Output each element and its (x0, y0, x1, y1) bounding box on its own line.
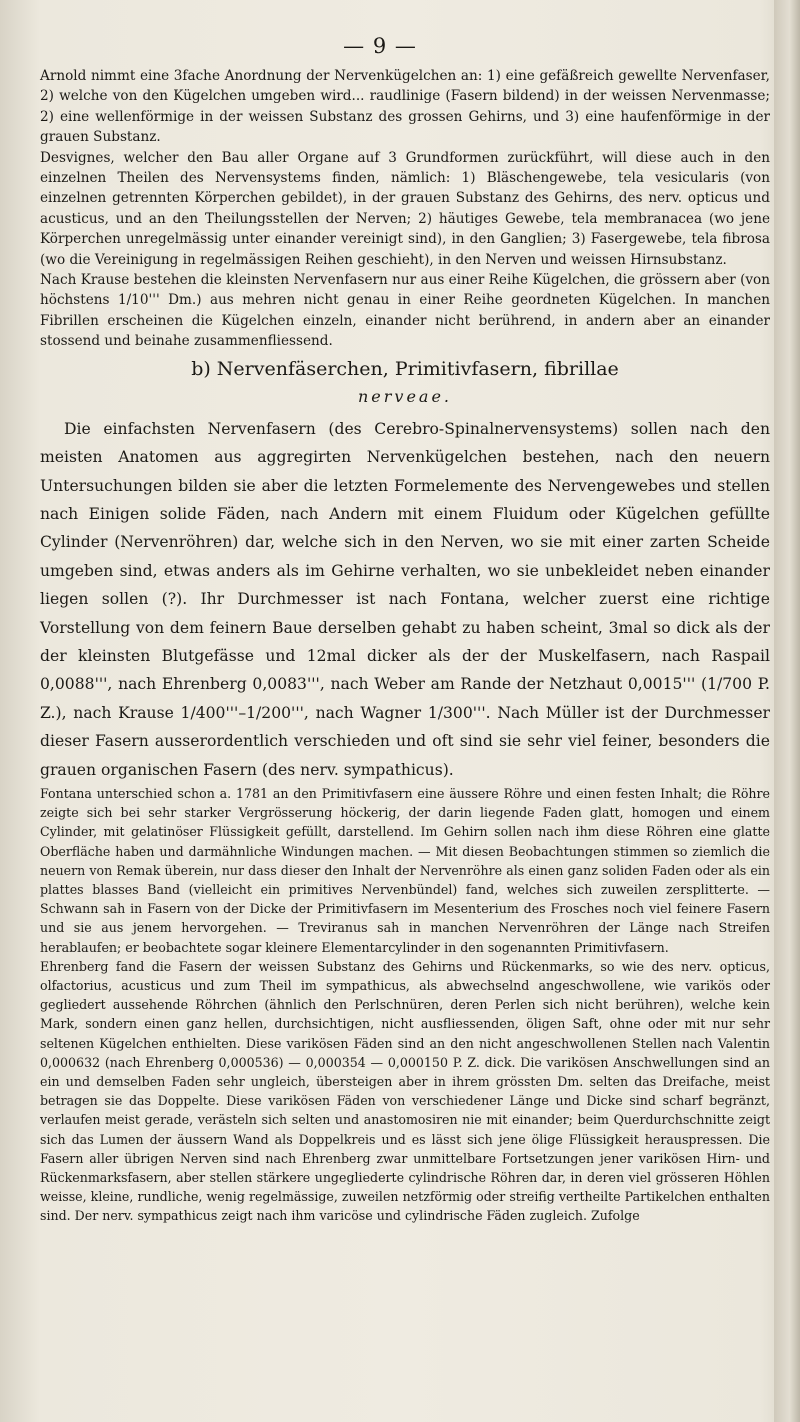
section-subheading: nerveae. (357, 386, 453, 406)
paragraph-ehrenberg: Ehrenberg fand die Fasern der weissen Substanz des Gehirns und Rückenmarks, so wie des nerv. opticus, olfactorius, acusticus und zum Theil im sympathicus, als abwechselnd angeschwollene, wie varikös oder gegliedert aussehende Röhrchen (ähnlich den Perlschnüren, deren Perlen sich nicht berühren), welche kein Mark, sondern einen ganz hellen, durchsichtigen, nicht ausfliessenden, öligen Saft, ohne oder mit nur sehr seltenen Kügelchen enthielten. Diese varikösen Fäden sind an den nicht angeschwollenen Stellen nach Valentin 0,000632 (nach Ehrenberg 0,000536) — 0,000354 — 0,000150 P. Z. dick. Die varikösen Anschwellungen sind an ein und demselben Faden sehr ungleich, übersteigen aber in ihrem grössten Dm. selten das Dreifache, meist betragen sie das Doppelte. Diese varikösen Fäden von verschiedener Länge und Dicke sind scharf begränzt, verlaufen meist gerade, verästeln sich selten und anastomosiren nie mit einander; beim Querdurchschnitte zeigt sich das Lumen der äussern Wand als Doppelkreis und es lässt sich jene ölige Flüssigkeit herauspressen. Die Fasern aller übrigen Nerven sind nach Ehrenberg zwar unmittelbare Fortsetzungen jener varikösen Hirn- und Rückenmarksfasern, aber stellen stärkere ungegliederte cylindrische Röhren dar, in deren viel grösseren Höhlen weisse, kleine, rundliche, wenig regelmässige, zuweilen netzförmig oder streifig vertheilte Partikelchen enthalten sind. Der nerv. sympathicus zeigt nach ihm varicöse und cylindrische Fäden zugleich. Zufolge (40, 958, 770, 1224)
page-number: — 9 — (343, 34, 417, 58)
paragraph-krause: Nach Krause bestehen die kleinsten Nervenfasern nur aus einer Reihe Kügelchen, die grössern aber (von höchstens 1/10''' Dm.) aus mehren nicht genau in einer Reihe geordneten Kügelchen. In manchen Fibrillen erscheinen die Kügelchen einzeln, einander nicht berührend, in andern aber an einander stossend und beinahe zusammenfliessend. (40, 272, 770, 350)
paragraph-main: Die einfachsten Nervenfasern (des Cerebro-Spinalnervensystems) sollen nach den meisten Anatomen aus aggregirten Nervenkügelchen bestehen, nach den neuern Untersuchungen bilden sie aber die letzten Formelemente des Nervengewebes und stellen nach Einigen solide Fäden, nach Andern mit einem Fluidum oder Kügelchen gefüllte Cylinder (Nervenröhren) dar, welche sich in den Nerven, wo sie mit einer zarten Scheide umgeben sind, etwas anders als im Gehirne verhalten, wo sie unbekleidet neben einander liegen sollen (?). Ihr Durchmesser ist nach Fontana, welcher zuerst eine richtige Vorstellung von dem feinern Baue derselben gehabt zu haben scheint, 3mal so dick als der der kleinsten Blutgefässe und 12mal dicker als der der Muskelfasern, nach Raspail 0,0088''', nach Ehrenberg 0,0083''', nach Weber am Rande der Netzhaut 0,0015''' (1/700 P. Z.), nach Krause 1/400'''–1/200''', nach Wagner 1/300'''. Nach Müller ist der Durchmesser dieser Fasern ausserordentlich verschieden und oft sind sie sehr viel feiner, besonders die grauen organischen Fasern (des nerv. sympathicus). (40, 419, 770, 779)
paragraph-fontana: Fontana unterschied schon a. 1781 an den Primitivfasern eine äussere Röhre und einen festen Inhalt; die Röhre zeigte sich bei sehr starker Vergrösserung höckerig, der darin liegende Faden glatt, homogen und einem Cylinder, mit gelatinöser Flüssigkeit gefüllt, darstellend. Im Gehirn sollen nach ihm diese Röhren eine glatte Oberfläche haben und darmähnliche Windungen machen. — Mit diesen Beobachtungen stimmen so ziemlich die neuern von Remak überein, nur dass dieser den Inhalt der Nervenröhre als einen ganz soliden Faden oder als ein plattes blasses Band (vielleicht ein primitives Nervenbündel) fand, welches sich zuweilen zersplitterte. — Schwann sah in Fasern von der Dicke der Primitivfasern im Mesenterium des Frosches noch viel feinere Fasern und sie aus jenem hervorgehen. — Treviranus sah in manchen Nervenröhren der Länge nach Streifen herablaufen; er beobachtete sogar kleinere Elementarcylinder in den sogenannten Primitivfasern. (40, 785, 770, 955)
paragraph-arnold: Arnold nimmt eine 3fache Anordnung der Nervenkügelchen an: 1) eine gefäßreich gewellte Nervenfaser, 2) welche von den Kügelchen umgeben wird... raudlinige (Fasern bildend) in der weissen Nervenmasse; 2) eine wellenförmige in der weissen Substanz des grossen Gehirns, und 3) eine haufenförmige in der grauen Substanz. (40, 68, 770, 146)
page-text-block (40, 66, 770, 1226)
book-spine-edge (774, 0, 800, 1422)
paragraph-desvignes: Desvignes, welcher den Bau aller Organe auf 3 Grundformen zurückführt, will diese auch in den einzelnen Theilen des Nervensystems finden, nämlich: 1) Bläschengewebe, tela vesicularis (von einzelnen getrennten Körperchen gebildet), in der grauen Substanz des Gehirns, des nerv. opticus und acusticus, und an den Theilungsstellen der Nerven; 2) häutiges Gewebe, tela membranacea (wo jene Körperchen unregelmässig unter einander vereinigt sind), in den Ganglien; 3) Fasergewebe, tela fibrosa (wo die Vereinigung in regelmässigen Reihen geschieht), in den Nerven und weissen Hirnsubstanz. (40, 149, 770, 268)
section-heading: b) Nervenfäserchen, Primitivfasern, fibrillae (191, 357, 619, 380)
